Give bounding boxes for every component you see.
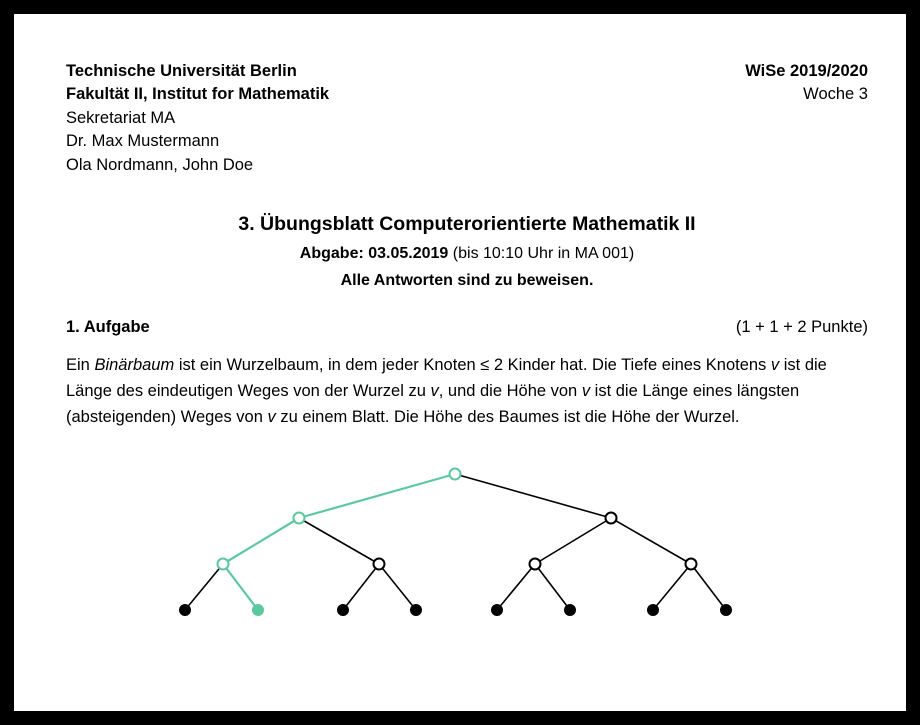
header-right-block: [745, 60, 868, 107]
tree-edge: [611, 518, 691, 564]
tree-edge: [535, 564, 570, 610]
document-content: [66, 60, 868, 635]
tree-node-leaf: [411, 605, 421, 615]
binary-tree-figure: [66, 450, 868, 635]
tree-node-internal: [530, 559, 541, 570]
header-line-lecturer: Dr. Max Mustermann: [66, 132, 220, 151]
tree-edge: [185, 564, 223, 610]
tree-node-leaf: [565, 605, 575, 615]
document-header: [66, 60, 868, 177]
tree-node-leaf: [180, 605, 190, 615]
tree-node-internal: [686, 559, 697, 570]
tree-edge: [223, 518, 299, 564]
document-page: [14, 14, 906, 711]
header-left-block: [66, 60, 329, 177]
tree-node-internal: [606, 513, 617, 524]
header-line-secretariat: Sekretariat MA: [66, 108, 176, 127]
sheet-title: 3. Übungsblatt Computerorientierte Mathematik II: [238, 213, 696, 236]
tree-edge: [299, 474, 455, 518]
tree-node-internal: [374, 559, 385, 570]
tree-node-leaf: [338, 605, 348, 615]
header-line-week: Woche 3: [803, 85, 868, 104]
tree-node-leaf: [648, 605, 658, 615]
tree-edge: [535, 518, 611, 564]
header-line-faculty: Fakultät II, Institut for Mathematik: [66, 85, 330, 104]
due-detail: (bis 10:10 Uhr in MA 001): [452, 245, 635, 263]
tree-edge: [497, 564, 535, 610]
header-line-semester: WiSe 2019/2020: [745, 62, 868, 80]
all-answers-note: Alle Antworten sind zu beweisen.: [340, 272, 594, 290]
binary-tree-svg: [66, 450, 866, 635]
tree-edge: [379, 564, 416, 610]
task-paragraph: Ein Binärbaum ist ein Wurzelbaum, in dem jeder Knoten ≤ 2 Kinder hat. Die Tiefe eines Knotens v ist die Länge des eindeutigen Weges von der Wurzel zu v, und die Höhe von v ist die Länge eines längsten (absteigenden) Weges von v zu einem Blatt. Die Höhe des Baumes ist die Höhe der Wurzel.: [66, 356, 827, 426]
task-label: 1. Aufgabe: [66, 318, 150, 337]
title-block: [66, 213, 868, 290]
tree-node-internal: [218, 559, 229, 570]
tree-edge: [653, 564, 691, 610]
tree-edge: [223, 564, 258, 610]
tree-node-internal: [294, 513, 305, 524]
header-line-university: Technische Universität Berlin: [66, 62, 297, 80]
due-line: [66, 245, 868, 263]
tree-node-leaf: [721, 605, 731, 615]
tree-edge: [691, 564, 726, 610]
tree-node-leaf: [492, 605, 502, 615]
tree-node-leaf: [253, 605, 263, 615]
task-heading-row: [66, 318, 868, 337]
tree-edge: [343, 564, 379, 610]
due-date: Abgabe: 03.05.2019: [299, 245, 449, 263]
tree-edge: [455, 474, 611, 518]
tree-node-internal: [450, 469, 461, 480]
header-line-tutors: Ola Nordmann, John Doe: [66, 155, 254, 174]
task-points: (1 + 1 + 2 Punkte): [735, 318, 868, 337]
tree-edge: [299, 518, 379, 564]
